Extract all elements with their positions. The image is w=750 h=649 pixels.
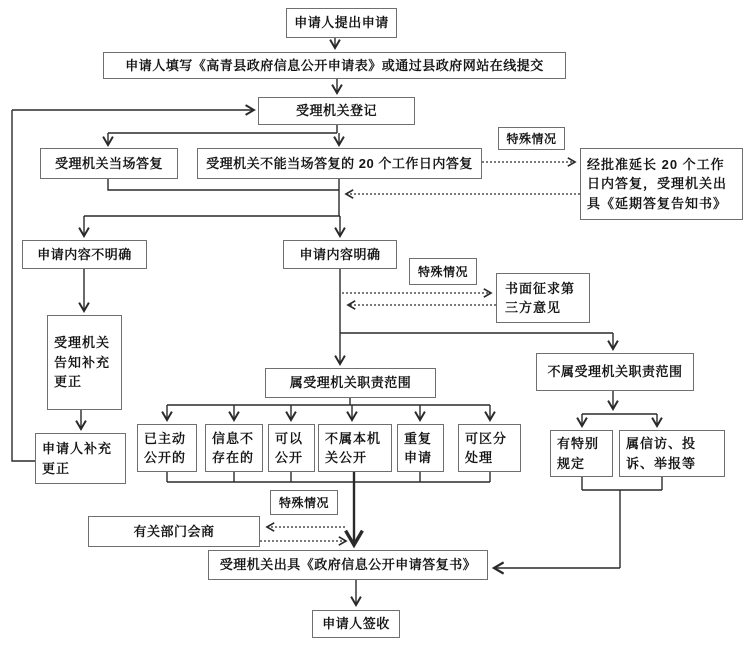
- node-can-public: 可以公开: [268, 424, 315, 472]
- node-content-unclear: 申请内容不明确: [22, 240, 147, 269]
- node-already-public: 已主动公开的: [137, 424, 197, 472]
- node-applicant-supplement: 申请人补充更正: [35, 433, 126, 484]
- node-issue-reply: 受理机关出具《政府信息公开申请答复书》: [208, 550, 488, 580]
- node-dept-consult: 有关部门会商: [88, 516, 260, 547]
- node-fill-form: 申请人填写《高青县政府信息公开申请表》或通过县政府网站在线提交: [103, 52, 566, 79]
- flow-arrows-dotted: [260, 162, 580, 541]
- node-deferred-reply: 受理机关不能当场答复的 20 个工作日内答复: [197, 148, 482, 179]
- node-repeat-apply: 重复申请: [397, 424, 444, 472]
- node-onspot-reply: 受理机关当场答复: [40, 148, 178, 179]
- node-petition: 属信访、投诉、举报等: [619, 430, 725, 477]
- node-special-rules: 有特别规定: [550, 430, 613, 477]
- node-extension: 经批准延长 20 个工作日内答复，受理机关出具《延期答复告知书》: [580, 148, 743, 220]
- node-sign-receipt: 申请人签收: [312, 610, 400, 638]
- node-register: 受理机关登记: [258, 97, 415, 125]
- node-third-party-opinion: 书面征求第三方意见: [496, 273, 590, 323]
- node-out-of-scope: 不属受理机关职责范围: [536, 353, 694, 391]
- node-content-clear: 申请内容明确: [283, 240, 397, 269]
- node-notify-supplement: 受理机关告知补充更正: [47, 315, 122, 410]
- node-separable: 可区分处理: [458, 424, 521, 472]
- node-apply: 申请人提出申请: [286, 8, 397, 38]
- node-in-scope: 属受理机关职责范围: [265, 368, 436, 398]
- tag-special-case-2: 特殊情况: [409, 258, 477, 285]
- tag-special-case-3: 特殊情况: [270, 490, 338, 515]
- node-info-not-exist: 信息不存在的: [205, 424, 263, 472]
- node-not-this-org: 不属本机关公开: [318, 424, 392, 472]
- tag-special-case-1: 特殊情况: [498, 127, 565, 150]
